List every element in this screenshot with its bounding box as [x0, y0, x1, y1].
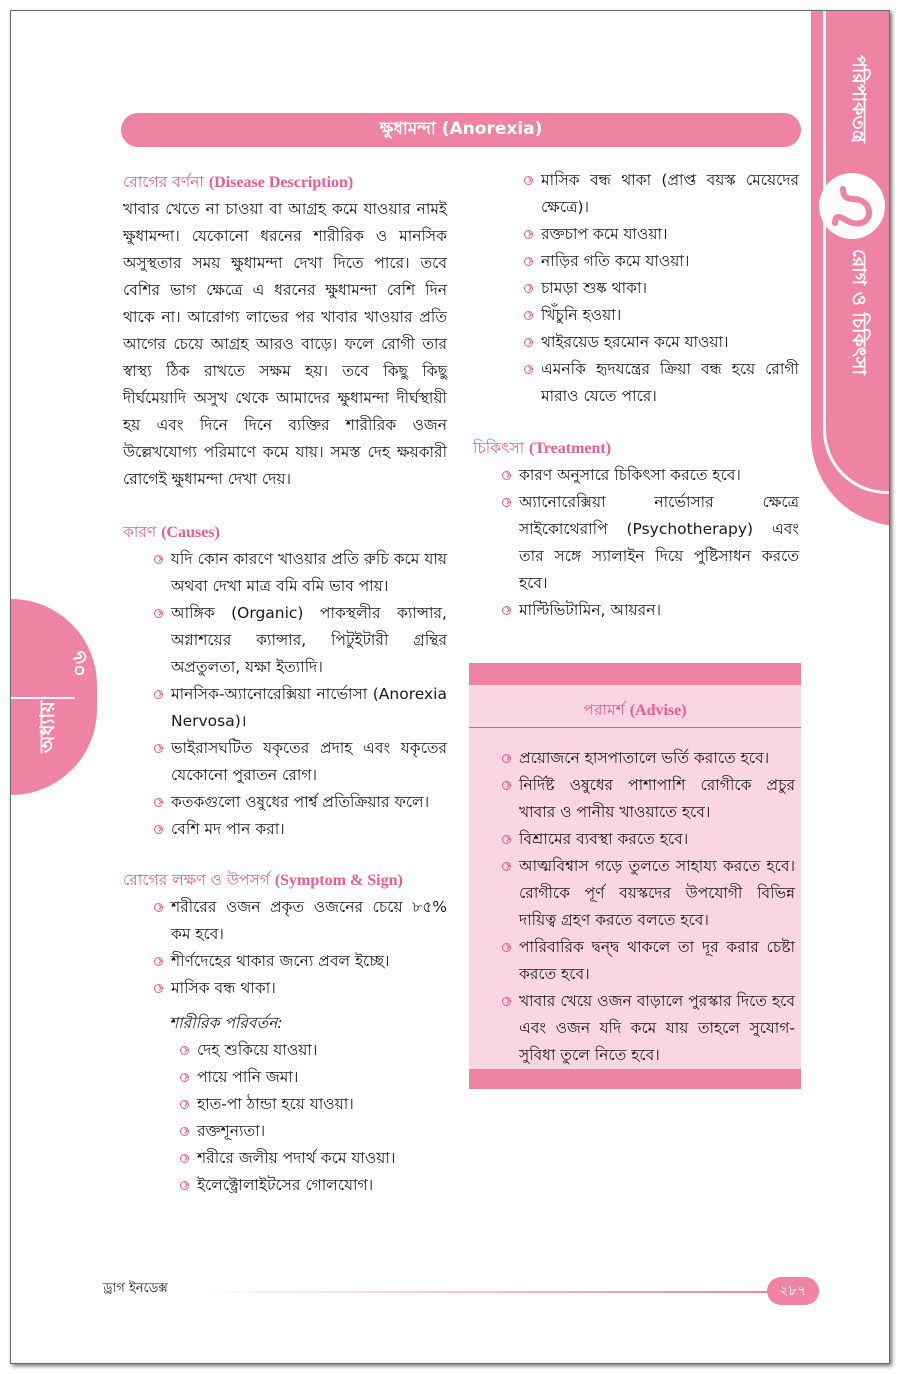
list-item: খিঁচুনি হওয়া।: [523, 302, 799, 329]
side-tab-section: রোগ ও চিকিৎসা: [848, 249, 870, 375]
treatment-section: [473, 435, 799, 624]
symptoms-continued-list: [523, 167, 799, 410]
list-item: চামড়া শুষ্ক থাকা।: [523, 275, 799, 302]
list-item: ভাইরাসঘটিত যকৃতের প্রদাহ এবং যকৃতের যেকোনো পুরাতন রোগ।: [153, 735, 447, 789]
symptoms-heading-en: (Symptom & Sign): [274, 872, 403, 889]
page-number: ২৮৭: [767, 1277, 819, 1305]
page-title: [121, 113, 801, 147]
list-item: যদি কোন কারণে খাওয়ার প্রতি রুচি কমে যায় অথবা দেখা মাত্র বমি বমি ভাব পায়।: [153, 546, 447, 600]
causes-list: [153, 546, 447, 843]
treatment-list: [501, 462, 799, 624]
left-column: [123, 169, 447, 1199]
list-item: বিশ্রামের ব্যবস্থা করতে হবে।: [501, 826, 795, 853]
list-item: রক্তচাপ কমে যাওয়া।: [523, 221, 799, 248]
list-item: নাড়ির গতি কমে যাওয়া।: [523, 248, 799, 275]
list-item: পারিবারিক দ্বন্দ্ব থাকলে তা দূর করার চেষ্টা করতে হবে।: [501, 934, 795, 988]
chapter-number: ০৬: [67, 651, 91, 678]
advise-content: [501, 745, 795, 1069]
stomach-icon: [819, 173, 885, 239]
causes-heading-bn: কারণ: [123, 523, 157, 541]
list-item: আঙ্গিক (Organic) পাকস্থলীর ক্যান্সার, অগ্নাশয়ের ক্যান্সার, পিটুইটারী গ্রন্থির অপ্রতুলতা, যক্ষা ইত্যাদি।: [153, 600, 447, 681]
list-item: শরীরে জলীয় পদার্থ কমে যাওয়া।: [179, 1145, 447, 1172]
list-item: দেহ শুকিয়ে যাওয়া।: [179, 1037, 447, 1064]
chapter-tab-divider: [11, 697, 75, 699]
list-item: মানসিক-অ্যানোরেক্সিয়া নার্ভোসা (Anorexia Nervosa)।: [153, 681, 447, 735]
right-column: [523, 167, 799, 410]
causes-heading: [123, 519, 447, 546]
advise-divider: [469, 727, 801, 728]
list-item: মাসিক বন্ধ থাকা (প্রাপ্ত বয়স্ক মেয়েদের ক্ষেত্রে)।: [523, 167, 799, 221]
list-item: বেশি মদ পান করা।: [153, 816, 447, 843]
list-item: মাল্টিভিটামিন, আয়রন।: [501, 597, 799, 624]
list-item: থাইরয়েড হরমোন কমে যাওয়া।: [523, 329, 799, 356]
advise-box: [469, 663, 801, 1089]
treatment-heading-bn: চিকিৎসা: [473, 439, 525, 457]
list-item: ইলেক্ট্রোলাইটসের গোলযোগ।: [179, 1172, 447, 1199]
list-item: প্রয়োজনে হাসপাতালে ভর্তি করাতে হবে।: [501, 745, 795, 772]
description-heading: [123, 169, 447, 196]
advise-heading: [469, 697, 801, 724]
list-item: মাসিক বন্ধ থাকা।: [153, 975, 447, 1002]
advise-bottom-bar: [469, 1069, 801, 1089]
list-item: কারণ অনুসারে চিকিৎসা করতে হবে।: [501, 462, 799, 489]
footer-rule: [191, 1291, 771, 1293]
description-heading-bn: রোগের বর্ণনা: [123, 173, 204, 191]
advise-list: [501, 745, 795, 1069]
treatment-heading-en: (Treatment): [529, 440, 612, 457]
list-item: রক্তশূন্যতা।: [179, 1118, 447, 1145]
treatment-heading: [473, 435, 799, 462]
symptoms-heading: [123, 867, 447, 894]
description-heading-en: (Disease Description): [208, 174, 354, 191]
footer-book-title: ড্রাগ ইনডেক্স: [103, 1281, 168, 1296]
advise-heading-en: (Advise): [629, 702, 687, 719]
symptoms-list: [153, 894, 447, 1002]
list-item: অ্যানোরেক্সিয়া নার্ভোসার ক্ষেত্রে সাইকোথেরাপি (Psychotherapy) এবং তার সঙ্গে স্যালাইন দিয়ে পুষ্টিসাধন করতে হবে।: [501, 489, 799, 597]
advise-top-bar: [469, 663, 801, 685]
list-item: শীর্ণদেহের থাকার জন্যে প্রবল ইচ্ছে।: [153, 948, 447, 975]
list-item: শরীরের ওজন প্রকৃত ওজনের চেয়ে ৮৫% কম হবে।: [153, 894, 447, 948]
list-item: হাত-পা ঠান্ডা হয়ে যাওয়া।: [179, 1091, 447, 1118]
page: [10, 10, 890, 1364]
list-item: পায়ে পানি জমা।: [179, 1064, 447, 1091]
side-tab-category: পরিপাকতন্ত্র: [848, 55, 870, 143]
symptoms-heading-bn: রোগের লক্ষণ ও উপসর্গ: [123, 871, 270, 889]
list-item: কতকগুলো ওষুধের পার্শ্ব প্রতিক্রিয়ার ফলে।: [153, 789, 447, 816]
causes-heading-en: (Causes): [161, 524, 220, 541]
physical-changes-heading: শারীরিক পরিবর্তন:: [169, 1014, 283, 1032]
advise-heading-bn: পরামর্শ: [583, 701, 625, 719]
chapter-label: অধ্যায়: [35, 701, 59, 753]
page-title-text: ক্ষুধামন্দা (Anorexia): [379, 119, 543, 139]
description-text: খাবার খেতে না চাওয়া বা আগ্রহ কমে যাওয়ার নামই ক্ষুধামন্দা। যেকোনো ধরনের শারীরিক ও মানসিক অসুস্থতার সময় ক্ষুধামন্দা দেখা দিতে পারে। তবে বেশির ভাগ ক্ষেত্রে এ ধরনের ক্ষুধামন্দা বেশি দিন থাকে না। আরোগ্য লাভের পর খাবার খাওয়ার প্রতি আগের চেয়ে আগ্রহ আরও বাড়ে। ফলে রোগী তার স্বাস্থ্য ঠিক রাখতে সক্ষম হয়। তবে কিছু কিছু দীর্ঘমেয়াদি অসুখ থেকে আমাদের ক্ষুধামন্দা দীর্ঘস্থায়ী হয় এবং দিনে দিনে ব্যক্তির শারীরিক ওজন উল্লেখযোগ্য পরিমাণে কমে যায়। সমস্ত দেহ ক্ষয়কারী রোগেই ক্ষুধামন্দা দেখা দেয়।: [123, 200, 447, 488]
list-item: নির্দিষ্ট ওষুধের পাশাপাশি রোগীকে প্রচুর খাবার ও পানীয় খাওয়াতে হবে।: [501, 772, 795, 826]
list-item: এমনকি হৃদযন্ত্রের ক্রিয়া বন্ধ হয়ে রোগী মারাও যেতে পারে।: [523, 356, 799, 410]
physical-changes-list: [179, 1037, 447, 1199]
list-item: খাবার খেয়ে ওজন বাড়ালে পুরস্কার দিতে হবে এবং ওজন যদি কমে যায় তাহলে সুযোগ-সুবিধা তুলে নিতে হবে।: [501, 988, 795, 1069]
list-item: আত্মবিশ্বাস গড়ে তুলতে সাহায্য করতে হবে। রোগীকে পূর্ণ বয়স্কদের উপযোগী বিভিন্ন দায়িত্ব গ্রহণ করতে বলতে হবে।: [501, 853, 795, 934]
